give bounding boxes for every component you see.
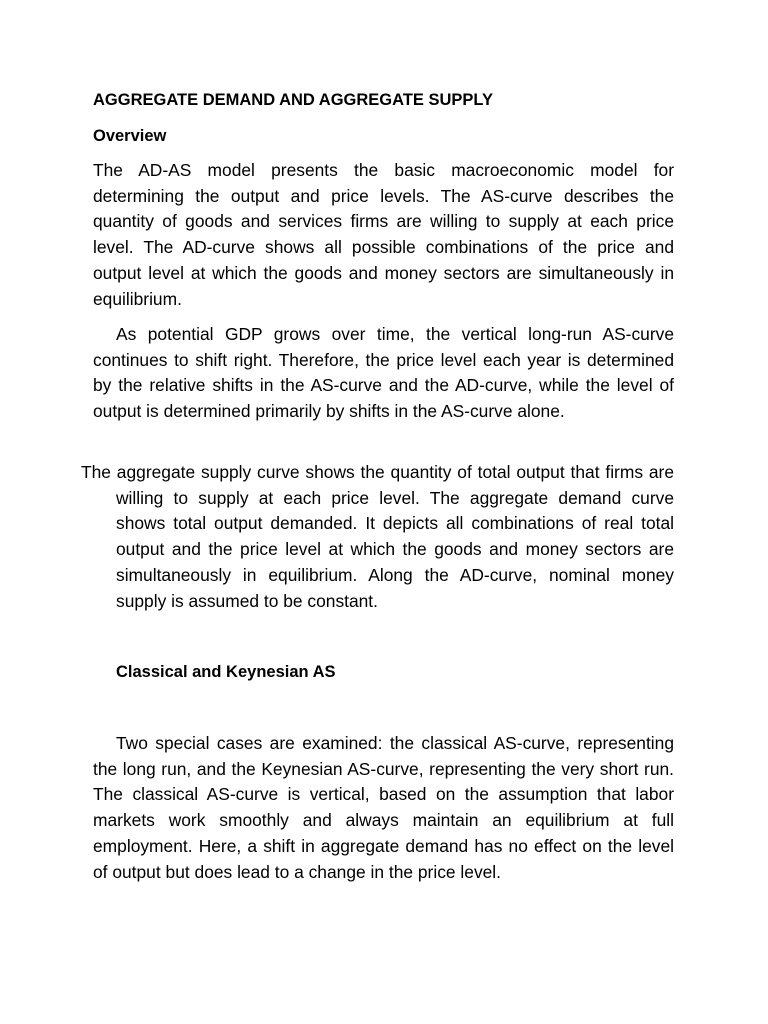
- paragraph-ad-as-model: The AD-AS model presents the basic macroeconomic model for determining the output and price levels. The AS-curve describes the quantity of goods and services firms are willing to supply at each price level. The AD-curve shows all possible combinations of the price and output level at which the goods and money sectors are simultaneously in equilibrium.: [93, 160, 674, 309]
- section-heading-classical-keynesian: Classical and Keynesian AS: [116, 663, 336, 681]
- paragraph-potential-gdp: As potential GDP grows over time, the vertical long-run AS-curve continues to shift right. Therefore, the price level each year is determined by the relative shifts in the AS-curve and the AD-curve, while the level of output is determined primarily by shifts in the AS-curve alone.: [93, 324, 674, 422]
- document-title: AGGREGATE DEMAND AND AGGREGATE SUPPLY: [93, 91, 494, 109]
- paragraph-aggregate-supply-curve: The aggregate supply curve shows the quantity of total output that firms are willing to supply at each price level. The aggregate demand curve shows total output demanded. It depicts all combinations of real total output and the price level at which the goods and money sectors are simultaneously in equilibrium. Along the AD-curve, nominal money supply is assumed to be constant.: [81, 462, 674, 611]
- paragraph-special-cases: Two special cases are examined: the classical AS-curve, representing the long run, and the Keynesian AS-curve, representing the very short run. The classical AS-curve is vertical, based on the assumption that labor markets work smoothly and always maintain an equilibrium at full employment. Here, a shift in aggregate demand has no effect on the level of output but does lead to a change in the price level.: [93, 733, 674, 882]
- section-heading-overview: Overview: [93, 127, 167, 145]
